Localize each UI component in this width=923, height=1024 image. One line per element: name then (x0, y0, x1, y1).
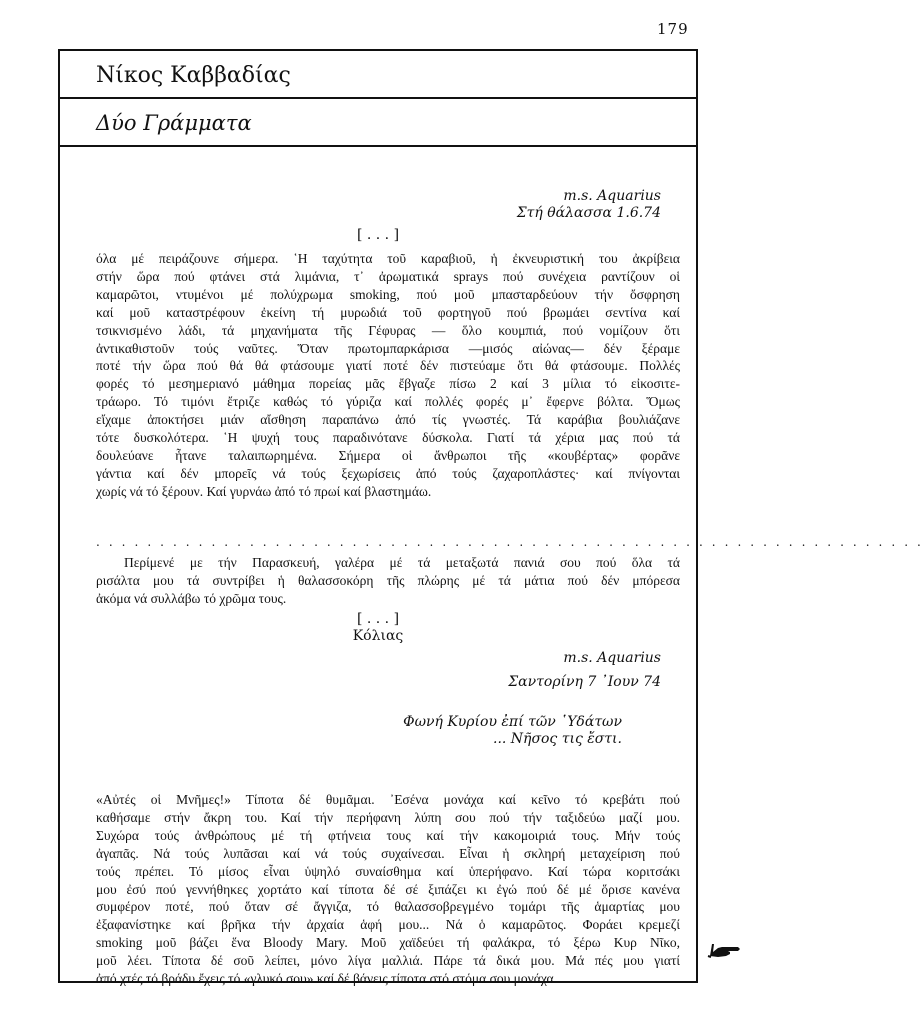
text-line: τότε δυσκολότερα. ῾Η ψυχή τους παραδινότανε δύσκολα. Γιατί τά χέρια μας πού τά (96, 430, 680, 446)
article-title: Δύο Γράμματα (96, 111, 252, 135)
letter1-ellipsis-top: [ . . . ] (356, 227, 400, 243)
text-line: «Αὐτές οἱ Μνῆμες!» Τίποτα δέ θυμᾶμαι. ᾿Εσένα μονάχα καί κεῖνο τό κρεβάτι πού (96, 792, 680, 807)
text-line: Περίμενέ με τήν Παρασκευή, γαλέρα μέ τά μεταξωτά πανιά σου πού ὅλα τά (124, 555, 680, 570)
article-frame (58, 49, 923, 987)
letter2-epigraph (403, 714, 622, 748)
text-line: γάντια καί δέν μπορεῖς νά τούς ξεχωρίσεις ἀπό τούς ζαχαροπλάστες· καί πνίγονται (96, 465, 680, 481)
letter1-signature: Κόλιας (352, 628, 404, 644)
text-line: συμφέρον ποτέ, πού ὅταν σέ ἄγγιζα, τό θαλασσοβρεγμένο τομάρι τῆς ἁμαρτίας μου (96, 899, 680, 915)
text-line: ἐξαφανίστηκε καί βρῆκα τήν ἀρχαία ἁφή μου... Νά ὁ καμαρῶτος. Φοράει κρεμεζί (96, 917, 680, 933)
text-line: μοῦ λέει. Τίποτα δέ σοῦ λείπει, μόνο λίγα μαλλιά. Πάρε τά δικά μου. Μά πές μου γιατί (96, 953, 680, 969)
text-line: χωρίς νά τό ξέρουν. Καί γυρνάω ἀπό τό πρωί καί βλαστημάω. (96, 483, 432, 499)
text-line: δουλεύανε ἦτανε ταλαιπωρημένα. Σήμερα οἱ ἄνθρωποι τῆς «κουβέρτας» φορᾶνε (96, 447, 680, 463)
letter1-header (517, 188, 661, 222)
text-line: φορές τό μεσημεριανό μάθημα πορείας μᾶς ἔβγαζε πίσω 2 καί 3 μίλια τό εἰκοσιτε- (96, 376, 680, 392)
text-line: τράωρο. Τό τιμόνι ἔτριζε καθώς τό γύριζα καί πολλές φορές μ᾿ ἔφερνε βόλτα. Ὅμως (96, 394, 680, 410)
letter1-body (96, 250, 680, 501)
text-line: ἀπό χτές τό βράδυ ἔχεις τό «γλυκό σου» καί δέ βάνεις τίποτα στό στόμα σου μονάχα (96, 971, 554, 987)
text-line: τσικνισμένο λάδι, τά μηχανήματα τῆς Γέφυρας — ὅλο κουμπιά, πού νομίζουν ὅτι (96, 322, 680, 338)
text-line: ρισάλτα μου τά συντρίβει ἡ θαλασσοκόρη τῆς πλώρης μέ τά μάτια πού δέν μπόρεσα (96, 572, 680, 588)
title-row (60, 99, 696, 147)
letter2-dateline: Σαντορίνη 7 ᾿Ιουν 74 (508, 674, 661, 690)
text-line: τούς πρέπει. Τό μίσος εἶναι ὑψηλό συναίσθημα καί ὑπερήφανο. Καί τώρα κοριτσάκι (96, 863, 680, 879)
text-line: καθήσαμε στήν ἄκρη του. Καί τήν περήφανη λύπη σου πού τήν ταξιδεύω μαζί μου. (96, 809, 680, 825)
text-line: ἀκόμα νά συλλάβω τό χρῶμα τους. (96, 590, 287, 606)
letter1-closing (96, 554, 680, 608)
text-line: smoking μοῦ βάζει ἕνα Bloody Mary. Μοῦ χαϊδεύει τή φαλάκρα, τό ξέρω Κυρ Νῖκο, (96, 935, 680, 951)
page-number: 179 (657, 20, 689, 38)
letter2-ship: m.s. Aquarius (563, 650, 661, 666)
text-line: ἀγαπᾶς. Νά τούς λυπᾶσαι καί νά τούς συχαίνεσαι. Εἶναι ἡ σκληρή μεταχείριση πού (96, 845, 680, 861)
letter1-ship: m.s. Aquarius (563, 188, 661, 204)
pointing-hand-icon (708, 940, 752, 960)
text-line: όλα μέ πειράζουνε σήμερα. ῾Η ταχύτητα τοῦ καραβιοῦ, ἡ ἐκνευριστική του ἀκρίβεια (96, 251, 680, 266)
author-row (60, 51, 696, 99)
author-name: Νίκος Καββαδίας (96, 63, 291, 88)
text-line: ἀντικαθιστοῦν τούς ναῦτες. Ὅταν πρωτομπαρκάρισα —μισός αἰώνας— δέν ξέραμε (96, 340, 680, 356)
letter2-header (508, 650, 661, 691)
epigraph-line-2: ... Νῆσος τις ἔστι. (493, 731, 622, 747)
text-line: Συχώρα τούς ἀνθρώπους μέ τή φτήνεια τους καί τήν κακομοιριά τους. Μήν τούς (96, 827, 680, 843)
epigraph-line-1: Φωνή Κυρίου ἐπί τῶν ῾Υδάτων (403, 714, 622, 730)
text-line: στήν ὥρα πού φτάνει στά λιμάνια, τ᾿ ἀρωματικά sprays πού συνέχεια ραντίζουν οἱ (96, 268, 680, 284)
text-line: εἴχαμε ἀποκτήσει μιάν αἴσθηση παραπάνω ἀπό τίς γνωστές. Τά καράβια βουλιάζανε (96, 412, 680, 428)
letter1-dateline: Στή θάλασσα 1.6.74 (516, 205, 661, 221)
section-dots: . . . . . . . . . . . . . . . . . . . . . . . . . . . . . . . . . . . . . . . . . . . . . . . . . . . . . . . . . . . . . . . . . (96, 535, 923, 549)
letter2-body (96, 791, 680, 988)
text-line: ποτέ τήν ὥρα πού θά θά φτάσουμε γιατί ποτέ δέν πιστεύαμε ὅτι θά φτάσουμε. Πολλές (96, 358, 680, 374)
letter1-ellipsis-bottom: [ . . . ] (356, 611, 400, 627)
text-line: μου ἐσύ πού γεννήθηκες χορτάτο καί τίποτα δέ σέ ξιπάζει κι ἐγώ πού δέ μέ ὅρισε κανένα (96, 881, 680, 897)
text-line: καί μοῦ καταστρέφουν ἐκείνη τή μυρωδιά τοῦ φορτηγοῦ πού βρωμάει σεντίνα καί (96, 304, 680, 320)
text-line: καμαρῶτοι, ντυμένοι μέ πολύχρωμα smoking, πού μοῦ μπασταρδεύουν τήν ὄσφρηση (96, 286, 680, 302)
